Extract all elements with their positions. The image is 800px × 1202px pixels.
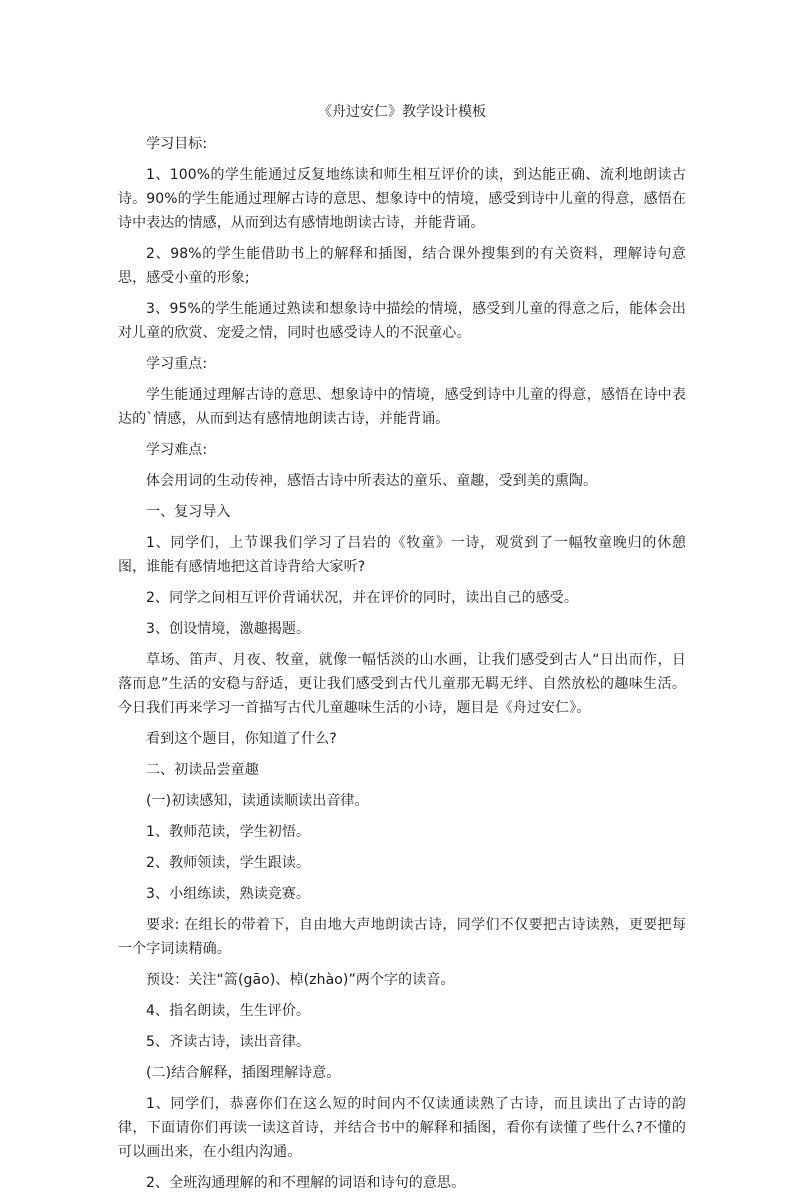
section-label-difficulties: 学习难点: bbox=[146, 442, 208, 458]
document-title: 《舟过安仁》教学设计模板 bbox=[318, 104, 486, 120]
step-paragraph-5: 5、齐读古诗，读出音律。 bbox=[146, 1034, 311, 1050]
document-body bbox=[118, 132, 686, 1202]
difficulties-paragraph: 体会用词的生动传神，感悟古诗中所表达的童乐、童趣，受到美的熏陶。 bbox=[146, 473, 598, 489]
step-paragraph-3: 3、小组练读，熟读竞赛。 bbox=[146, 886, 311, 902]
step-paragraph-2: 2、教师领读，学生跟读。 bbox=[146, 855, 311, 871]
review-paragraph-1: 1、同学们，上节课我们学习了吕岩的《牧童》一诗，观赏到了一幅牧童晚归的休憩图，谁能有感情地把这首诗背给大家听? bbox=[118, 535, 686, 575]
step-paragraph-4: 4、指名朗读，生生评价。 bbox=[146, 1003, 311, 1019]
key-points-paragraph: 学生能通过理解古诗的意思、想象诗中的情境，感受到诗中儿童的得意，感悟在诗中表达的`情感，从而到达有感情地朗读古诗，并能背诵。 bbox=[118, 387, 686, 427]
section-heading-first-reading: 二、初读品尝童趣 bbox=[146, 762, 259, 778]
review-paragraph-2: 2、同学之间相互评价背诵状况，并在评价的同时，读出自己的感受。 bbox=[146, 590, 579, 606]
intro-paragraph: 草场、笛声、月夜、牧童，就像一幅恬淡的山水画，让我们感受到古人“日出而作，日落而息”生活的安稳与舒适，更让我们感受到古代儿童那无羁无绊、自然放松的趣味生活。今日我们再来学习一首描写古代儿童趣味生活的小诗，题目是《舟过安仁》。 bbox=[118, 652, 686, 716]
review-paragraph-3: 3、创设情境，激趣揭题。 bbox=[146, 621, 311, 637]
objective-paragraph-2: 2、98%的学生能借助书上的解释和插图，结合课外搜集到的有关资料，理解诗句意思，感受小童的形象; bbox=[118, 246, 686, 286]
understanding-paragraph-2: 2、全班沟通理解的和不理解的词语和诗句的意思。 bbox=[146, 1175, 466, 1191]
subsection-heading-1: (一)初读感知，读通读顺读出音律。 bbox=[146, 793, 369, 809]
section-label-objectives: 学习目标: bbox=[146, 136, 208, 152]
section-heading-review: 一、复习导入 bbox=[146, 504, 231, 520]
step-paragraph-1: 1、教师范读，学生初悟。 bbox=[146, 824, 311, 840]
understanding-paragraph-1: 1、同学们，恭喜你们在这么短的时间内不仅读通读熟了古诗，而且读出了古诗的韵律，下面请你们再读一读这首诗，并结合书中的解释和插图，看你有读懂了些什么?不懂的可以画出来，在小组内沟通。 bbox=[118, 1096, 686, 1160]
requirement-paragraph: 要求: 在组长的带着下，自由地大声地朗读古诗，同学们不仅要把古诗读熟，更要把每一个字词读精确。 bbox=[118, 917, 686, 957]
subsection-heading-2: (二)结合解释，插图理解诗意。 bbox=[146, 1065, 341, 1081]
section-label-key-points: 学习重点: bbox=[146, 356, 208, 372]
objective-paragraph-1: 1、100%的学生能通过反复地练读和师生相互评价的读，到达能正确、流利地朗读古诗。90%的学生能通过理解古诗的意思、想象诗中的情境，感受到诗中儿童的得意，感悟在诗中表达的情感，从而到达有感情地朗读古诗，并能背诵。 bbox=[118, 167, 686, 231]
objective-paragraph-3: 3、95%的学生能通过熟读和想象诗中描绘的情境，感受到儿童的得意之后，能体会出对儿童的欣赏、宠爱之情，同时也感受诗人的不泯童心。 bbox=[118, 301, 686, 341]
question-paragraph: 看到这个题目，你知道了什么? bbox=[146, 731, 337, 747]
preset-paragraph: 预设：关注“篙(gāo)、棹(zhào)”两个字的读音。 bbox=[146, 972, 455, 988]
